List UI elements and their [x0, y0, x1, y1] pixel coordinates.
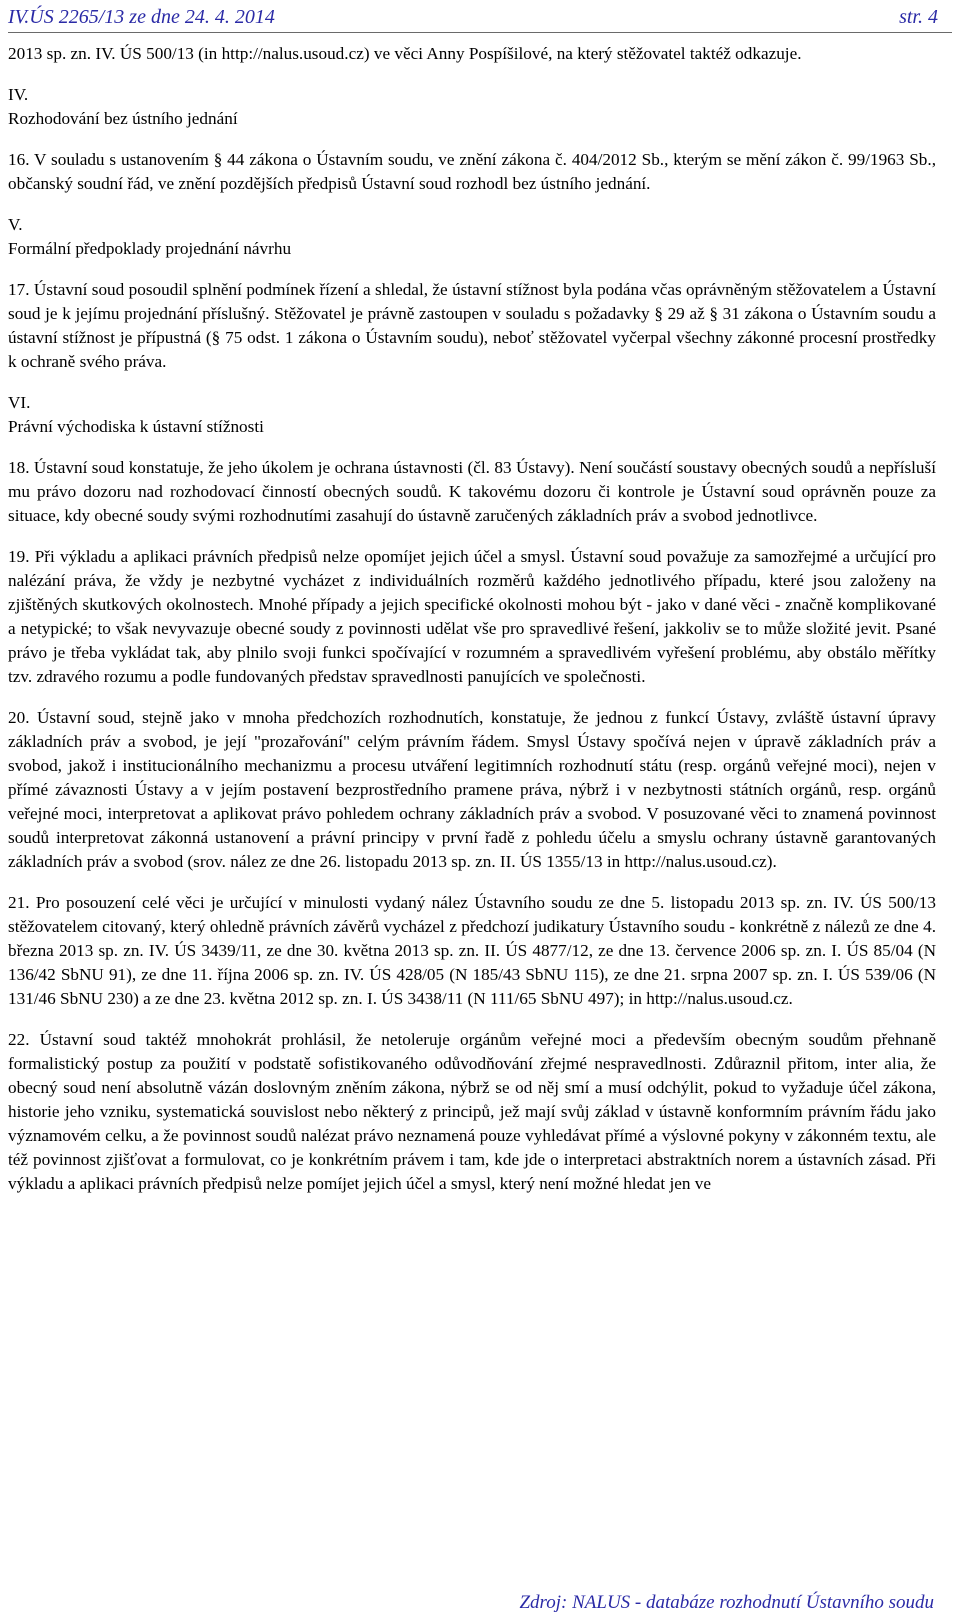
- paragraph-17: 17. Ústavní soud posoudil splnění podmínek řízení a shledal, že ústavní stížnost byla podána včas oprávněným stěžovatelem a Ústavní soud je k jejímu projednání příslušný. Stěžovatel je právně zastoupen v souladu s požadavky § 29 až § 31 zákona o Ústavním soudu a ústavní stížnost je přípustná (§ 75 odst. 1 zákona o Ústavním soudu), neboť stěžovatel vyčerpal všechny zákonné procesní prostředky k ochraně svého práva.: [8, 280, 936, 371]
- page-header: [0, 0, 960, 40]
- paragraph-21: 21. Pro posouzení celé věci je určující v minulosti vydaný nález Ústavního soudu ze dne 5. listopadu 2013 sp. zn. IV. ÚS 500/13 stěžovatelem citovaný, který ohledně právních závěrů vycházel z předchozí judikatury Ústavního soudu - konkrétně z nálezů ze dne 4. března 2013 sp. zn. IV. ÚS 3439/11, ze dne 30. května 2013 sp. zn. II. ÚS 4877/12, ze dne 13. července 2006 sp. zn. I. ÚS 85/04 (N 136/42 SbNU 91), ze dne 11. října 2006 sp. zn. IV. ÚS 428/05 (N 185/43 SbNU 115), ze dne 21. srpna 2007 sp. zn. I. ÚS 539/06 (N 131/46 SbNU 230) a ze dne 23. května 2012 sp. zn. I. ÚS 3438/11 (N 111/65 SbNU 497); in http://nalus.usoud.cz.: [8, 893, 936, 1008]
- section-heading-v: [8, 213, 936, 261]
- section-heading-iv: [8, 83, 936, 131]
- section-title: Formální předpoklady projednání návrhu: [8, 239, 292, 258]
- paragraph-22: 22. Ústavní soud taktéž mnohokrát prohlásil, že netoleruje orgánům veřejné moci a především obecným soudům přehnaně formalistický postup za použití v podstatě sofistikovaného odůvodňování zřejmé nespravedlnosti. Zdůraznil přitom, inter alia, že obecný soud není absolutně vázán doslovným zněním zákona, nýbrž se od něj smí a musí odchýlit, pokud to vyžaduje účel zákona, historie jeho vzniku, systematická souvislost nebo některý z principů, jež mají svůj základ v ústavně konformním právním řádu jako významovém celku, a že povinnost soudů nalézat právo neznamená pouze vyhledávat přímé a výslovné pokyny v zákonném textu, ale též povinnost zjišťovat a formulovat, co je konkrétním právem i tam, kde jde o interpretaci abstraktních norem a ústavních zásad. Při výkladu a aplikaci právních předpisů nelze pomíjet jejich účel a smysl, který není možné hledat jen ve: [8, 1030, 936, 1193]
- section-heading-vi: [8, 391, 936, 439]
- section-title: Rozhodování bez ústního jednání: [8, 109, 238, 128]
- case-reference: IV.ÚS 2265/13 ze dne 24. 4. 2014: [8, 6, 275, 28]
- paragraph-20: 20. Ústavní soud, stejně jako v mnoha předchozích rozhodnutích, konstatuje, že jednou z funkcí Ústavy, zvláště ústavní úpravy základních práv a svobod, je její "prozařování" celým právním řádem. Smysl Ústavy spočívá nejen v úpravě základních práv a svobod, jakož i institucionálního mechanizmu a procesu utváření legitimních rozhodnutí státu (resp. orgánů veřejné moci), nejen v přímé závaznosti Ústavy a v jejím postavení bezprostředního pramene práva, nýbrž i v nezbytnosti státních orgánů, resp. orgánů veřejné moci, interpretovat a aplikovat právo pohledem ochrany základních práv a svobod. V posuzované věci to znamená povinnost soudů interpretovat zákonná ustanovení a právní principy v první řadě z pohledu účelu a smyslu ochrany ústavně garantovaných základních práv a svobod (srov. nález ze dne 26. listopadu 2013 sp. zn. II. ÚS 1355/13 in http://nalus.usoud.cz).: [8, 708, 936, 871]
- paragraph-18: 18. Ústavní soud konstatuje, že jeho úkolem je ochrana ústavnosti (čl. 83 Ústavy). Není součástí soustavy obecných soudů a nepřísluší mu právo dozoru nad rozhodovací činností obecných soudů. K takovému dozoru či kontrole je Ústavní soud oprávněn pouze za situace, kdy obecné soudy svými rozhodnutími zasahují do ústavně zaručených základních práv a svobod jednotlivce.: [8, 458, 936, 525]
- paragraph-19: 19. Při výkladu a aplikaci právních předpisů nelze opomíjet jejich účel a smysl. Ústavní soud považuje za samozřejmé a určující pro nalézání práva, že vždy je nezbytné vycházet z individuálních rozměrů každého jednotlivého případu, které jsou založeny na zjištěných skutkových okolnostech. Mnohé případy a jejich specifické okolnosti mohou být - jako v dané věci - značně komplikované a netypické; to však nevyvazuje obecné soudy z povinnosti udělat vše pro spravedlivé řešení, jakkoliv se to může složité jevit. Psané právo je třeba vykládat tak, aby plnilo svoji funkci spočívající v rozumném a spravedlivém vyřešení problému, aby obstálo měřítky tzv. zdravého rozumu a podle fundovaných představ spravedlnosti panujících ve společnosti.: [8, 547, 936, 686]
- document-body: [8, 42, 936, 1213]
- source-footer: Zdroj: NALUS - databáze rozhodnutí Ústavního soudu: [519, 1592, 934, 1613]
- paragraph-continued: 2013 sp. zn. IV. ÚS 500/13 (in http://nalus.usoud.cz) ve věci Anny Pospíšilové, na který stěžovatel taktéž odkazuje.: [8, 44, 802, 63]
- paragraph-16: 16. V souladu s ustanovením § 44 zákona o Ústavním soudu, ve znění zákona č. 404/2012 Sb., kterým se mění zákon č. 99/1963 Sb., občanský soudní řád, ve znění pozdějších předpisů Ústavní soud rozhodl bez ústního jednání.: [8, 150, 936, 193]
- page-number: str. 4: [899, 6, 938, 28]
- section-number: VI.: [8, 393, 31, 412]
- section-number: IV.: [8, 85, 29, 104]
- section-title: Právní východiska k ústavní stížnosti: [8, 417, 264, 436]
- header-divider: [8, 32, 952, 33]
- section-number: V.: [8, 215, 23, 234]
